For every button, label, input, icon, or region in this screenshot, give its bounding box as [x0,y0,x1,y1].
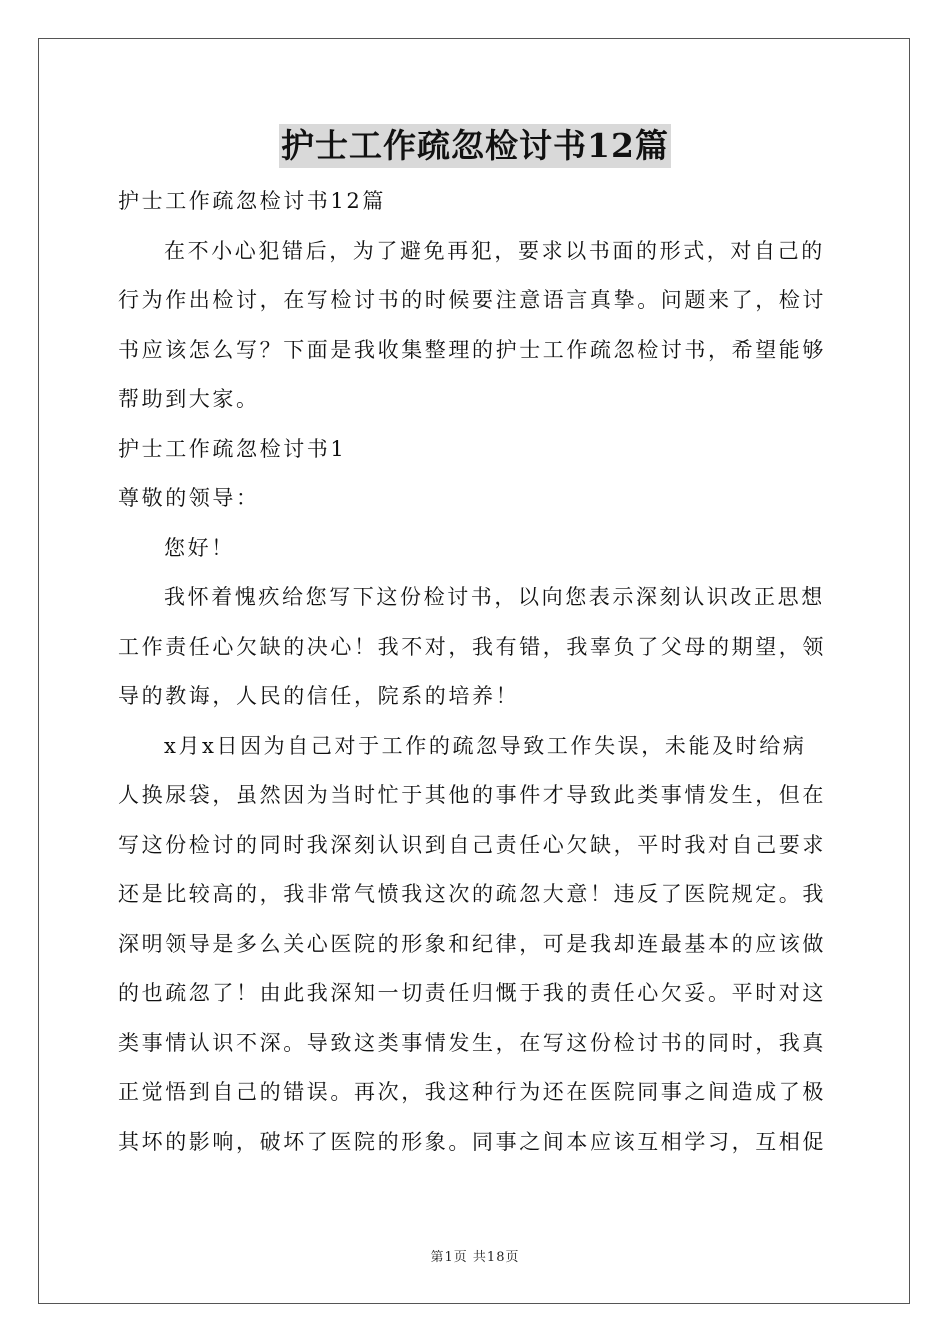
text-line: 还是比较高的，我非常气愤我这次的疏忽大意！违反了医院规定。我 [118,882,826,906]
text-line: 写这份检讨的同时我深刻认识到自己责任心欠缺，平时我对自己要求 [118,832,826,857]
text-line: 深明领导是多么关心医院的形象和纪律，可是我却连最基本的应该做 [118,931,826,956]
text-line: 帮助到大家。 [118,387,260,411]
text-line: x月x日因为自己对于工作的疏忽导致工作失误，未能及时给病 [164,733,807,758]
title-container [0,124,950,168]
document-body [118,177,832,1167]
text-line: 类事情认识不深。导致这类事情发生，在写这份检讨书的同时，我真 [118,1030,826,1055]
text-line: 护士工作疏忽检讨书12篇 [118,189,386,213]
text-line: 导的教诲，人民的信任，院系的培养！ [118,684,520,708]
text-line: 正觉悟到自己的错误。再次，我这种行为还在医院同事之间造成了极 [118,1080,826,1104]
text-line: 工作责任心欠缺的决心！我不对，我有错，我辜负了父母的期望，领 [118,634,826,659]
text-line: 尊敬的领导： [118,486,260,510]
text-line: 我怀着愧疚给您写下这份检讨书，以向您表示深刻认识改正思想 [164,585,825,609]
document-title: 护士工作疏忽检讨书12篇 [279,124,671,168]
text-line: 在不小心犯错后，为了避免再犯，要求以书面的形式，对自己的 [164,238,825,263]
page-footer: 第1页 共18页 [430,1250,520,1265]
text-line: 您好！ [164,535,235,560]
text-line: 的也疏忽了！由此我深知一切责任归慨于我的责任心欠妥。平时对这 [118,981,826,1005]
text-line: 行为作出检讨，在写检讨书的时候要注意语言真挚。问题来了，检讨 [118,288,826,312]
text-line: 其坏的影响，破坏了医院的形象。同事之间本应该互相学习，互相促 [118,1129,826,1154]
text-line: 护士工作疏忽检讨书1 [118,436,347,461]
text-line: 书应该怎么写？下面是我收集整理的护士工作疏忽检讨书，希望能够 [118,337,826,362]
text-line: 人换尿袋，虽然因为当时忙于其他的事件才导致此类事情发生，但在 [118,783,826,807]
